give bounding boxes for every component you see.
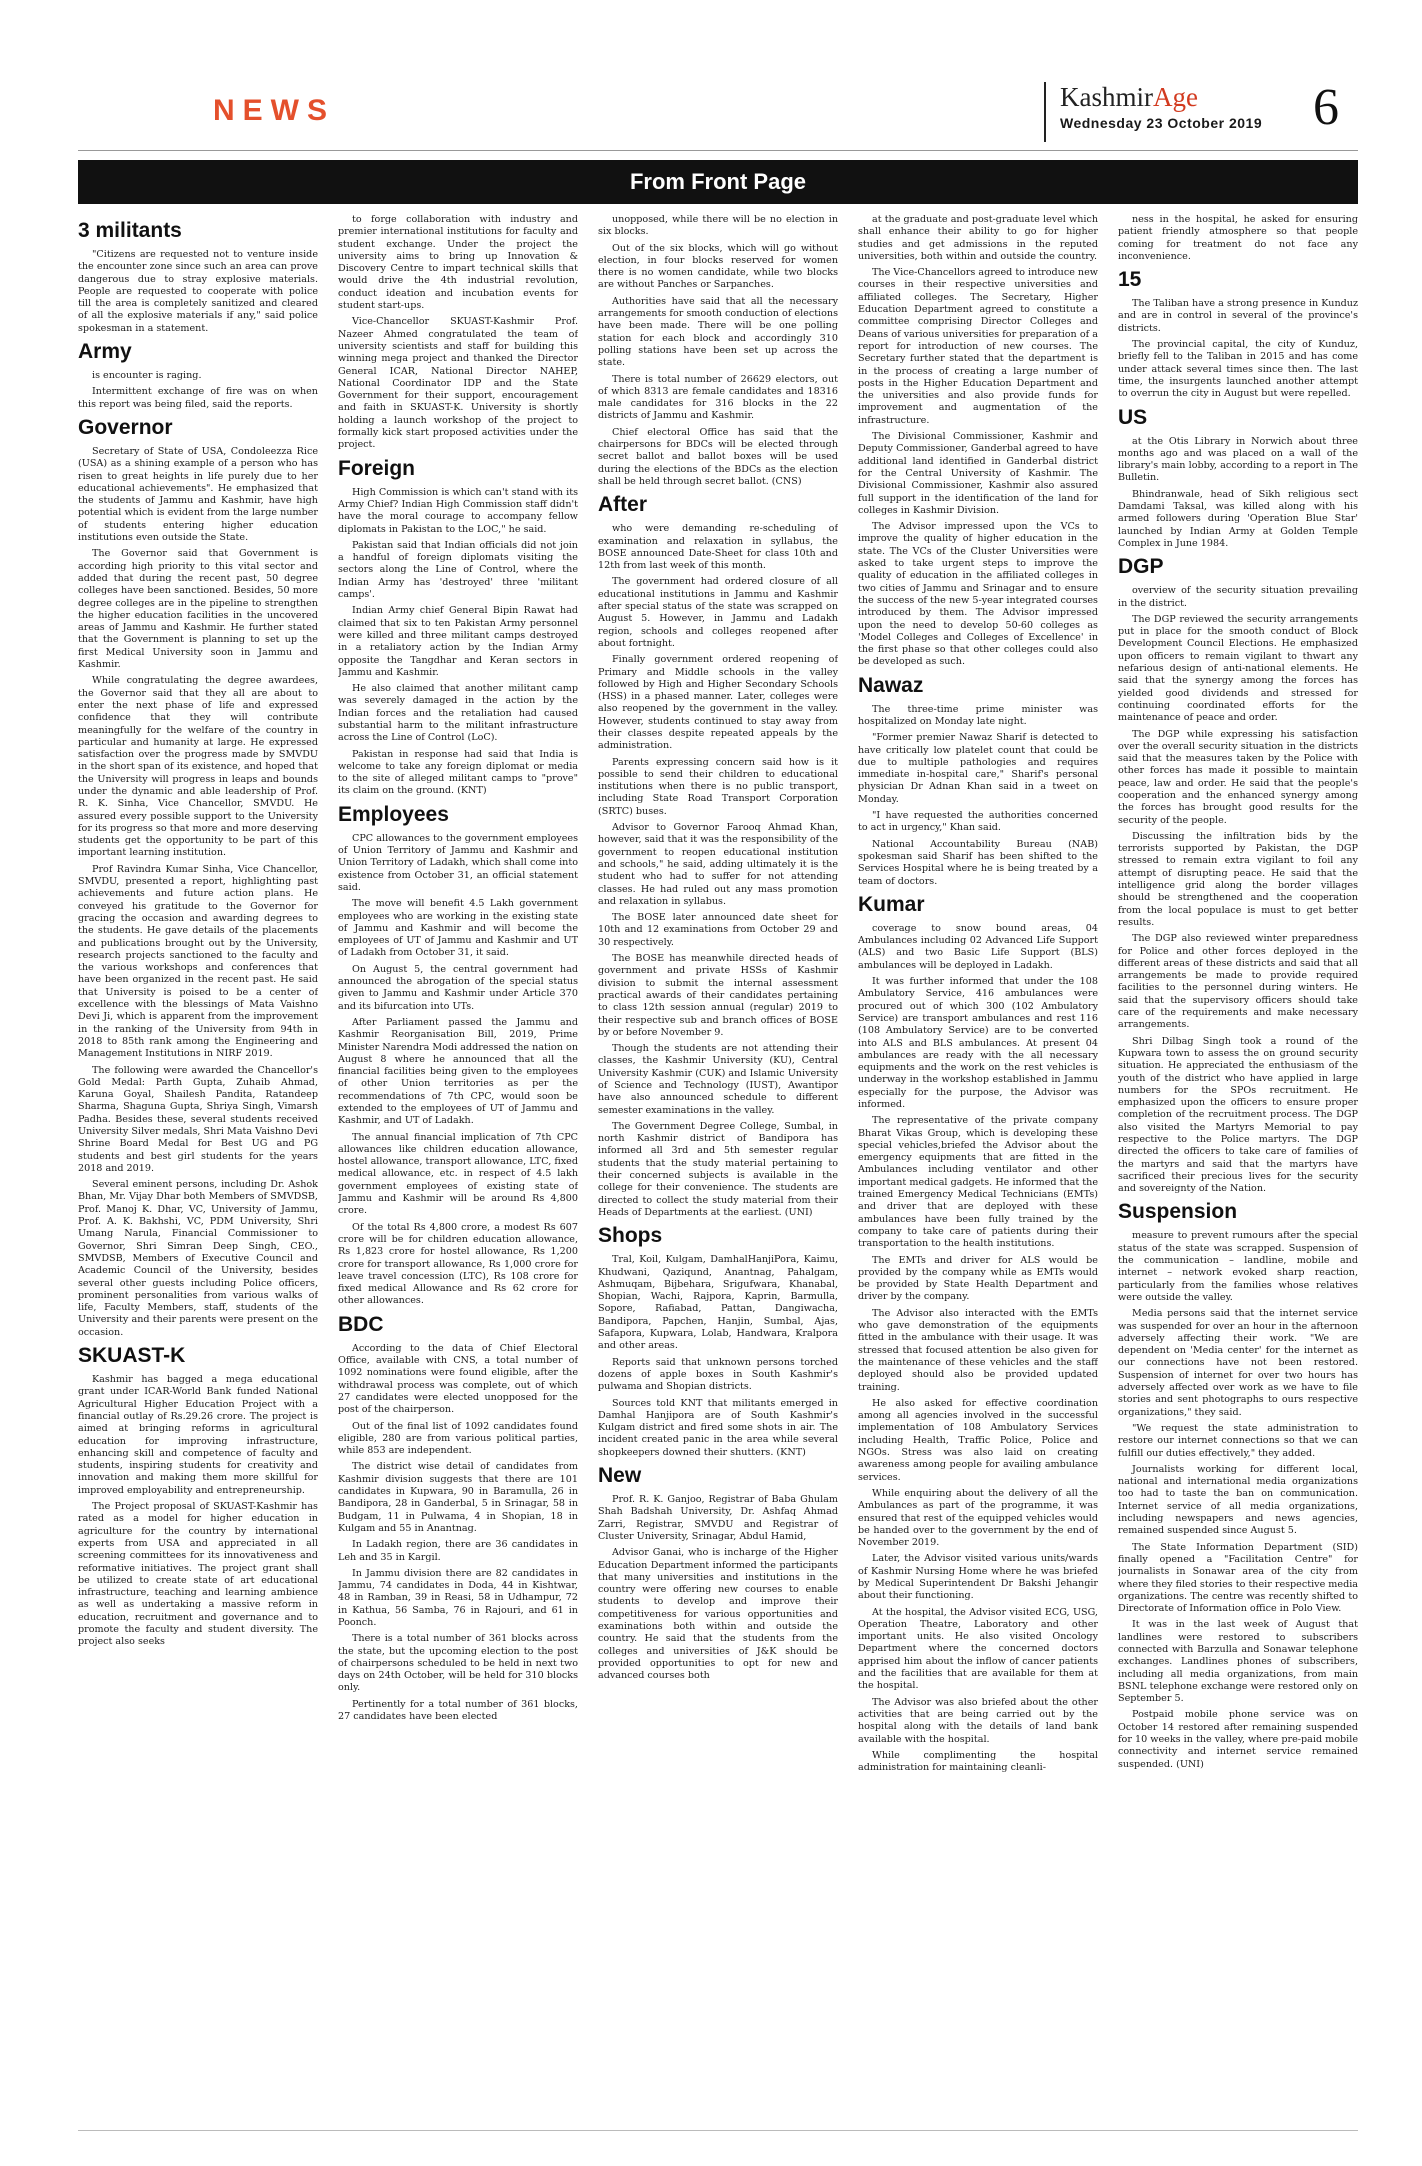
article-headline: Foreign xyxy=(338,456,415,480)
article-paragraph: The EMTs and driver for ALS would be provided by the company while as EMTs would be provided by State Health Department and driver by the company. xyxy=(858,1254,1098,1303)
article-paragraph: The following were awarded the Chancellor's Gold Medal: Parth Gupta, Zuhaib Ahmad, Karuna Goyal, Shailesh Pandita, Ratandeep Sharma, Shaguna Gupta, Shriya Singh, Vimarsh Padha. Besides these, several students received University Silver medals, Shri Mata Vaishno Devi Shrine Board Medal for Best UG and PG students and best girl students for the years 2018 and 2019. xyxy=(78,1064,318,1174)
article-paragraph: Indian Army chief General Bipin Rawat had claimed that six to ten Pakistan Army personnel were killed and three militant camps destroyed in a retaliatory action by the Indian Army opposite the Tangdhar and Keran sectors in Jammu and Kashmir. xyxy=(338,605,578,678)
article-paragraph: to forge collaboration with industry and premier international institutions for faculty and student exchange. Under the project the university aims to bring up Innovation & Discovery Centre to impart technical skills that would drive the 4th industrial revolution, conduct ideation and incubation events for student start-ups. xyxy=(338,214,578,312)
article-paragraph: ness in the hospital, he asked for ensuring patient friendly atmosphere so that people coming for treatment do not face any inconvenience. xyxy=(1118,214,1358,262)
article-paragraph: The Vice-Chancellors agreed to introduce new courses in their respective universities and affiliated colleges. The Secretary, Higher Education Department agreed to constitute a committee comprising Director Colleges and Deans of various universities for preparation of a report for introduction of new courses. The Secretary further stated that the department is in the process of creating a large number of posts in the Higher Education Department and the universities and also provide funds for improvement and augmentation of the infrastructure. xyxy=(858,267,1098,426)
article-paragraph: The Project proposal of SKUAST-Kashmir has rated as a model for higher education in agriculture for the country by international experts from USA and appreciated in all screening committees for its innovativeness and reformative initiatives. The project grant shall be utilized to create state of art educational infrastructure, teaching and learning ambience as well as undertaking a massive reform in education, recruitment and governance and to promote the faculty and student diversity. The project also seeks xyxy=(78,1501,318,1648)
article-paragraph: Finally government ordered reopening of Primary and Middle schools in the valley followed by High and Higher Secondary Schools (HSS) in a phased manner. Later, colleges were also reopened by the government in the valley. However, students continued to stay away from their classes despite repeated appeals by the administration. xyxy=(598,654,838,752)
brand-logo xyxy=(1060,82,1260,113)
article-paragraph: Later, the Advisor visited various units/wards of Kashmir Nursing Home where he was briefed by Medical Superintendent Dr Bakshi Jehangir about their functioning. xyxy=(858,1553,1098,1602)
article-paragraph: Media persons said that the internet service was suspended for over an hour in the afternoon adversely affecting their work. "We are dependent on 'Media center' for the internet as our connections have not been restored. Suspension of internet for over two hours has adversely affected over work as we have to file stories and sent photographs to ours respective organizations," they said. xyxy=(1118,1308,1358,1418)
article-paragraph: There is total number of 26629 electors, out of which 8313 are female candidates and 18316 male candidates for 316 blocks in the 22 districts of Jammu and Kashmir. xyxy=(598,373,838,422)
article-paragraph: The State Information Department (SID) finally opened a "Facilitation Centre" for journalists in Sonawar area of the city from where they filed stories to their respective media organizations. The centre was recently shifted to Directorate of Information office in Polo View. xyxy=(1118,1541,1358,1615)
article-paragraph: Pakistan in response had said that India is welcome to take any foreign diplomat or media to the site of alleged militant camps to "prove" its claim on the ground. (KNT) xyxy=(338,748,578,797)
article-paragraph: While enquiring about the delivery of all the Ambulances as part of the programme, it was ensured that rest of the equipped vehicles would be handed over to the government by the end of November 2019. xyxy=(858,1487,1098,1549)
article-paragraph: "We request the state administration to restore our internet connections so that we can fulfill our duties effectively," they added. xyxy=(1118,1422,1358,1459)
article-paragraph: Chief electoral Office has said that the chairpersons for BDCs will be elected through secret ballot and ballot boxes will be used during the elections of the BDCs as the election shall be held through secret ballot. (CNS) xyxy=(598,426,838,487)
article-headline: US xyxy=(1118,405,1148,429)
article-headline: BDC xyxy=(338,1312,384,1336)
article-paragraph: The Advisor was also briefed about the other activities that are being carried out by the hospital along with the details of land bank available with the hospital. xyxy=(858,1696,1098,1745)
article-columns xyxy=(78,214,1358,2124)
article-paragraph: "Former premier Nawaz Sharif is detected to have critically low platelet count that could be due to multiple pathologies and requires immediate in-hospital care," Sharif's personal physician Dr Adnan Khan said in a tweet on Monday. xyxy=(858,732,1098,805)
article-paragraph: Pertinently for a total number of 361 blocks, 27 candidates have been elected xyxy=(338,1698,578,1723)
article-paragraph: Postpaid mobile phone service was on October 14 restored after remaining suspended for 10 weeks in the valley, where pre-paid mobile connectivity and internet service remained suspended. (UNI) xyxy=(1118,1709,1358,1770)
article-paragraph: The district wise detail of candidates from Kashmir division suggests that there are 101 candidates in Kupwara, 90 in Baramulla, 26 in Bandipora, 28 in Ganderbal, 5 in Srinagar, 58 in Budgam, 11 in Pulwama, 4 in Shopian, 18 in Kulgam and 55 in Anantnag. xyxy=(338,1461,578,1534)
footer-rule xyxy=(78,2130,1358,2131)
article-paragraph: CPC allowances to the government employees of Union Territory of Jammu and Kashmir and Union Territory of Ladakh, which shall come into existence from October 31, an official statement said. xyxy=(338,832,578,893)
article-paragraph: at the graduate and post-graduate level which shall enhance their ability to go for higher studies and get admissions in the reputed universities, both within and outside the country. xyxy=(858,214,1098,262)
article-paragraph: There is a total number of 361 blocks across the state, but the upcoming election to the post of chairpersons scheduled to be held in next two days on 24th October, will be held for 310 blocks only. xyxy=(338,1633,578,1694)
article-paragraph: He also claimed that another militant camp was severely damaged in the action by the Indian forces and the retaliation had caused substantial harm to the militant infrastructure across the Line of Control (LoC). xyxy=(338,683,578,744)
article-paragraph: "I have requested the authorities concerned to act in urgency," Khan said. xyxy=(858,810,1098,834)
news-column xyxy=(78,214,318,2124)
article-paragraph: The BOSE has meanwhile directed heads of government and private HSSs of Kashmir division to submit the internal assessment practical awards of their candidates pertaining to class 12th session annual (regular) 2019 to their respective sub and branch offices of BOSE by or before November 9. xyxy=(598,953,838,1038)
article-paragraph: Vice-Chancellor SKUAST-Kashmir Prof. Nazeer Ahmed congratulated the team of university scientists and staff for building this winning mega project and thanked the Director General ICAR, National Director NAHEP, National Coordinator IDP and the State Government for their support, encouragement and faith in SKUAST-K. University is shortly holding a launch workshop of the project to formally kick start proposed activities under the project. xyxy=(338,316,578,451)
article-paragraph: at the Otis Library in Norwich about three months ago and was placed on a wall of the library's main lobby, according to a report in The Bulletin. xyxy=(1118,435,1358,484)
article-headline: 15 xyxy=(1118,268,1142,292)
article-paragraph: The Divisional Commissioner, Kashmir and Deputy Commissioner, Ganderbal agreed to have additional land identified in Ganderbal district for the Central University of Kashmir. The Divisional Commissioner, Kashmir also assured full support in the identification of the land for colleges in Kashmir Division. xyxy=(858,431,1098,516)
article-headline: New xyxy=(598,1464,642,1488)
article-paragraph: Out of the final list of 1092 candidates found eligible, 280 are from various political parties, while 853 are independent. xyxy=(338,1420,578,1457)
article-paragraph: Journalists working for different local, national and international media organizations too had to taste the ban on communication. Internet service of all media organizations, including newspapers and news agencies, remained suspended since August 5. xyxy=(1118,1463,1358,1537)
article-paragraph: Tral, Koil, Kulgam, DamhalHanjiPora, Kaimu, Khudwani, Qaziqund, Anantnag, Pahalgam, Ashmuqam, Bijbehara, Srigufwara, Khanabal, Shopian, Wachi, Rajpora, Kaprin, Barmulla, Sopore, Rafiabad, Pattan, Dangiwacha, Bandipora, Papchen, Hanjin, Sumbal, Ajas, Safapora, Kupwara, Lolab, Handwara, Kralpora and other areas. xyxy=(598,1254,838,1352)
article-paragraph: The representative of the private company Bharat Vikas Group, which is developing these special vehicles,briefed the Advisor about the emergency equipments that are fitted in the Ambulances including ventilator and other important medical gadgets. He informed that the trained Emergency Medical Technicians (EMTs) and driver that are deployed with these ambulances have been fully trained by the company to take care of patients during their transportation to the health institutions. xyxy=(858,1115,1098,1250)
article-paragraph: Parents expressing concern said how is it possible to send their children to educational institutions when there is no public transport, including State Road Transport Corporation (SRTC) buses. xyxy=(598,756,838,817)
article-paragraph: The move will benefit 4.5 Lakh government employees who are working in the existing state of Jammu and Kashmir and will become the employees of UT of Jammu and Kashmir and UT of Ladakh from October 31, it said. xyxy=(338,898,578,959)
article-headline: Employees xyxy=(338,802,449,826)
article-paragraph: According to the data of Chief Electoral Office, available with CNS, a total number of 1092 nominations were found eligible, after the withdrawal process was complete, out of which 27 candidates were elected unopposed for the post of the chairperson. xyxy=(338,1342,578,1416)
brand-block xyxy=(1044,82,1263,142)
article-paragraph: The annual financial implication of 7th CPC allowances like children education allowance, hostel allowance, transport allowance, LTC, fixed medical allowance, etc. in respect of 4.5 lakh government employees of existing state of Jammu and Kashmir will be around Rs 4,800 crore. xyxy=(338,1131,578,1217)
brand-main: Kashmir xyxy=(1060,82,1153,112)
page-number: 6 xyxy=(1313,79,1339,136)
article-paragraph: Reports said that unknown persons torched dozens of apple boxes in South Kashmir's pulwama and Shopian districts. xyxy=(598,1356,838,1393)
article-paragraph: The DGP also reviewed winter preparedness for Police and other forces deployed in the different areas of these districts and said that all arrangements be made to provide required facilities to the personnel during winters. He said that the supervisory officers should take care of the requirements and make necessary arrangements. xyxy=(1118,933,1358,1031)
article-paragraph: He also asked for effective coordination among all agencies involved in the successful implementation of 108 Ambulatory Services including Health, Traffic Police, Police and NGOs. Stress was also laid on creating awareness among people for availing ambulance services. xyxy=(858,1397,1098,1483)
article-paragraph: Discussing the infiltration bids by the terrorists supported by Pakistan, the DGP stressed to remain extra vigilant to foil any attempt of disrupting peace. He said that the intelligence grid along the border villages should be strengthened and the cooperation from the local populace is must to get better results. xyxy=(1118,830,1358,928)
article-paragraph: The three-time prime minister was hospitalized on Monday late night. xyxy=(858,703,1098,727)
article-paragraph: High Commission is which can't stand with its Army Chief? Indian High Commission staff didn't have the moral courage to accompany fellow diplomats in Pakistan to the LOC," he said. xyxy=(338,486,578,535)
article-headline: SKUAST-K xyxy=(78,1344,186,1368)
article-paragraph: coverage to snow bound areas, 04 Ambulances including 02 Advanced Life Support (ALS) and two Basic Life Support (BLS) ambulances will be deployed in Ladakh. xyxy=(858,922,1098,971)
article-paragraph: While complimenting the hospital administration for maintaining cleanli- xyxy=(858,1749,1098,1774)
article-paragraph: The DGP while expressing his satisfaction over the overall security situation in the districts said that the measures taken by the Police with other forces has made it possible to maintain peace, law and order. He said that the people's cooperation and the enhanced synergy among the forces has brought good results for the security of the people. xyxy=(1118,728,1358,826)
article-paragraph: Though the students are not attending their classes, the Kashmir University (KU), Central University Kashmir (CUK) and Islamic University of Science and Technology (IUST), Awantipor have also announced schedule to different semester examinations in the valley. xyxy=(598,1043,838,1116)
article-paragraph: Advisor Ganai, who is incharge of the Higher Education Department informed the participants that many universities and institutions in the country were offering new courses to enable students to develop and improve their competitiveness for various opportunities and examinations both within and outside the country. He said that the students from the colleges and universities of J&K should be provided opportunities to opt for new and advanced courses both xyxy=(598,1547,838,1682)
article-headline: After xyxy=(598,493,648,517)
news-column xyxy=(598,214,838,2124)
article-paragraph: At the hospital, the Advisor visited ECG, USG, Operation Theatre, Laboratory and other important units. He also visited Oncology Department where the concerned doctors apprised him about the inflow of cancer patients and the facilities that are available for them at the hospital. xyxy=(858,1606,1098,1692)
article-paragraph: In Jammu division there are 82 candidates in Jammu, 74 candidates in Doda, 44 in Kishtwar, 48 in Ramban, 39 in Reasi, 58 in Udhampur, 72 in Kathua, 56 Samba, 76 in Rajouri, and 61 in Poonch. xyxy=(338,1567,578,1628)
article-headline: Suspension xyxy=(1118,1200,1238,1224)
masthead xyxy=(78,80,1358,150)
article-paragraph: Intermittent exchange of fire was on when this report was being filed, said the reports. xyxy=(78,386,318,410)
article-headline: 3 militants xyxy=(78,219,182,242)
section-label: NEWS xyxy=(213,94,335,127)
article-paragraph: Secretary of State of USA, Condoleezza Rice (USA) as a shining example of a person who has risen to great heights in life purely due to her educational achievements". He emphasized that the students of Jammu and Kashmir, have high potential which is evident from the large number of students entering higher education institutions even outside the State. xyxy=(78,445,318,544)
article-headline: Shops xyxy=(598,1224,663,1248)
article-headline: DGP xyxy=(1118,555,1164,579)
article-paragraph: In Ladakh region, there are 36 candidates in Leh and 35 in Kargil. xyxy=(338,1539,578,1563)
article-paragraph: It was in the last week of August that landlines were restored to subscribers connected with Barzulla and Sonawar telephone exchanges. Landlines phones of subscribers, including all media organizations, from main BSNL telephone exchange were restored only on September 5. xyxy=(1118,1619,1358,1705)
article-paragraph: Prof. R. K. Ganjoo, Registrar of Baba Ghulam Shah Badshah University, Dr. Ashfaq Ahmad Zarri, Registrar, SMVDU and Registrar of Cluster University, Srinagar, Abdul Hamid, xyxy=(598,1494,838,1542)
article-paragraph: The Taliban have a strong presence in Kunduz and are in control in several of the province's districts. xyxy=(1118,298,1358,334)
news-column xyxy=(1118,214,1358,2124)
article-paragraph: Pakistan said that Indian officials did not join a handful of foreign diplomats visiting the sectors along the Line of Control, where the Indian Army has 'destroyed' three 'militant camps'. xyxy=(338,539,578,601)
article-paragraph: The Advisor impressed upon the VCs to improve the quality of higher education in the state. The VCs of the Cluster Universities were asked to take urgent steps to improve the quality of education in the affiliated colleges in two cities of Jammu and Srinagar and to ensure the success of the new 5-year integrated courses introduced by them. The Advisor impressed upon the need to develop 50-60 colleges as 'Model Colleges and Colleges of Excellence' in the first phase so that other colleges could also be developed as such. xyxy=(858,521,1098,668)
article-paragraph: On August 5, the central government had announced the abrogation of the special status given to Jammu and Kashmir under Article 370 and its bifurcation into UTs. xyxy=(338,963,578,1012)
news-column xyxy=(338,214,578,2124)
article-paragraph: The Advisor also interacted with the EMTs who gave demonstration of the equipments fitted in the ambulance with their usage. It was stressed that focused attention be also given for the maintenance of these vehicles and the staff deployed should also be provided updated training. xyxy=(858,1307,1098,1393)
article-paragraph: Advisor to Governor Farooq Ahmad Khan, however, said that it was the responsibility of the government to reopen educational institution and schools," he said, adding ultimately it is the student who had to suffer for not attending classes. He had ruled out any mass promotion and relaxation in syllabus. xyxy=(598,822,838,907)
article-paragraph: Kashmir has bagged a mega educational grant under ICAR-World Bank funded National Agricultural Higher Education Project with a financial outlay of Rs.29.26 crore. The project is aimed at bringing reforms in agricultural education for improving infrastructure, enhancing skill and competence of faculty and students, inspiring students for creativity and innovation and making them more skillful for improved employability and entrepreneurship. xyxy=(78,1374,318,1496)
issue-date: Wednesday 23 October 2019 xyxy=(1060,115,1263,131)
article-headline: Kumar xyxy=(858,892,925,916)
article-paragraph: Prof Ravindra Kumar Sinha, Vice Chancellor, SMVDU, presented a report, highlighting past achievements and future action plans. He conveyed his gratitude to the Governor for gracing the occasion and awarding degrees to the students. He gave details of the placements and publications brought out by the University, research projects sanctioned to the faculty and the various workshops and conferences that have been organized in the recent past. He said that University is poised to be a center of excellence with the blessings of Mata Vaishno Devi Ji, which is apparent from the improvement in the ranking of the University from 94th in 2018 to 85th rank among the Engineering and Management Institutions in NIRF 2019. xyxy=(78,863,318,1060)
article-paragraph: Shri Dilbag Singh took a round of the Kupwara town to assess the on ground security situation. He appreciated the enthusiasm of the youth of the district who have applied in large numbers for the SPOs recruitment. He emphasized upon the officers to ensure proper completion of the recruitment process. The DGP also visited the Martyrs Memorial to pay respective to the Police martyrs. The DGP directed the officers to take care of families of the martyrs and said that the martyrs have sacrificed their precious lives for the security and sovereignty of the Nation. xyxy=(1118,1035,1358,1195)
article-paragraph: It was further informed that under the 108 Ambulatory Service, 416 ambulances were procured out of which 300 (102 Ambulatory Service) are transport ambulances and rest 116 (108 Ambulatory Service) are to be converted into ALS and BLS ambulances. At present 04 ambulances are ready with the all necessary equipments and the work on the rest vehicles is underway in the workshop established in Jammu especially for the purpose, the Advisor was informed. xyxy=(858,976,1098,1110)
article-paragraph: The BOSE later announced date sheet for 10th and 12 examinations from October 29 and 30 respectively. xyxy=(598,912,838,948)
article-paragraph: National Accountability Bureau (NAB) spokesman said Sharif has been shifted to the Services Hospital where he is being treated by a team of doctors. xyxy=(858,838,1098,887)
header-rule xyxy=(78,150,1358,151)
article-paragraph: Of the total Rs 4,800 crore, a modest Rs 607 crore will be for children education allowance, Rs 1,823 crore for hostel allowance, Rs 1,200 crore for transport allowance, Rs 1,000 crore for leave travel concession (LTC), Rs 108 crore for fixed medical Allowance and Rs 62 crore for other allowances. xyxy=(338,1221,578,1307)
article-paragraph: Several eminent persons, including Dr. Ashok Bhan, Mr. Vijay Dhar both Members of SMVDSB, Prof. Manoj K. Dhar, VC, University of Jammu, Prof. A. K. Bakhshi, VC, PDM University, Shri Umang Narula, Financial Commissioner to Governor, Shri Simran Deep Singh, CEO., SMVDSB, Members of Executive Council and Academic Council of the University, besides several other guests including Police officers, prominent personalities from various walks of life, Faculty Members, staff, students of the University and their parents were present on the occasion. xyxy=(78,1179,318,1338)
news-column xyxy=(858,214,1098,2124)
article-paragraph: The DGP reviewed the security arrangements put in place for the smooth conduct of Block Development Council Elections. He emphasized upon officers to remain vigilant to thwart any nefarious design of anti-national elements. He said that the synergy among the forces has yielded good dividends and stressed for continuing coordinated efforts for the maintenance of peace and order. xyxy=(1118,613,1358,724)
article-paragraph: is encounter is raging. xyxy=(92,370,202,382)
article-paragraph: Out of the six blocks, which will go without election, in four blocks reserved for women there is no women candidate, while two blocks are without Panches or Sarpanches. xyxy=(598,242,838,291)
article-paragraph: Sources told KNT that militants emerged in Damhal Hanjipora are of South Kashmir's Kulgam district and fired some shots in air. The incident created panic in the area while several shopkeepers downed their shutters. (KNT) xyxy=(598,1397,838,1458)
article-paragraph: who were demanding re-scheduling of examination and relaxation in syllabus, the BOSE announced Date-Sheet for class 10th and 12th from last week of this month. xyxy=(598,523,838,572)
article-paragraph: measure to prevent rumours after the special status of the state was scrapped. Suspension of the communication – landline, mobile and internet – network evoked sharp reaction, particularly from the families whose relatives were outside the valley. xyxy=(1118,1230,1358,1303)
article-headline: Governor xyxy=(78,415,173,439)
article-paragraph: Authorities have said that all the necessary arrangements for smooth conduction of elections have been made. There will be one polling station for each block and accordingly 310 polling stations have been set up across the state. xyxy=(598,295,838,369)
section-banner: From Front Page xyxy=(78,160,1358,204)
article-paragraph: While congratulating the degree awardees, the Governor said that they all are about to enter the next phase of life and expressed confidence that they will contribute meaningfully for the welfare of the country in particular and humanity at large. He expressed satisfaction over the progress made by SMVDU in the short span of its existence, and hoped that the University will progress in leaps and bounds under the dynamic and able leadership of Prof. R. K. Sinha, Vice Chancellor, SMVDU. He assured every possible support to the University for its progress so that more and more deserving students get the opportunity to be part of this important learning institution. xyxy=(78,675,318,859)
article-paragraph: After Parliament passed the Jammu and Kashmir Reorganisation Bill, 2019, Prime Minister Narendra Modi addressed the nation on August 8 where he announced that all the financial facilities being given to the employees of other Union territories as per the recommendations of 7th CPC, would soon be extended to the employees of UT of Jammu and Kashmir, and UT of Ladakh. xyxy=(338,1016,578,1127)
article-paragraph: The government had ordered closure of all educational institutions in Jammu and Kashmir after special status of the state was scrapped on August 5. However, in Jammu and Ladakh region, schools and colleges reopened after about fortnight. xyxy=(598,576,838,649)
article-paragraph: The Government Degree College, Sumbal, in north Kashmir district of Bandipora has informed all 3rd and 5th semester regular students that the study material pertaining to their concerned subjects is available in the college for their convenience. The students are directed to collect the study material from their Heads of Departments at the earliest. (UNI) xyxy=(598,1120,838,1218)
article-paragraph: "Citizens are requested not to venture inside the encounter zone since such an area can prove dangerous due to stray explosive materials. People are requested to cooperate with police till the area is completely sanitized and cleared of all the explosive materials if any," said police spokesman in a statement. xyxy=(78,249,318,334)
article-paragraph: unopposed, while there will be no election in six blocks. xyxy=(598,214,838,238)
article-headline: Nawaz xyxy=(858,673,924,697)
article-paragraph: The Governor said that Government is according high priority to this vital sector and added that during the recent past, 50 degree colleges have been sanctioned. Besides, 50 more degree colleges are in the pipeline to strengthen the higher education facilities in the uncovered areas of Jammu and Kashmir. He further stated that the Government is planning to set up the first Medical University soon in Jammu and Kashmir. xyxy=(78,548,318,671)
article-paragraph: overview of the security situation prevailing in the district. xyxy=(1118,585,1358,609)
article-paragraph: The provincial capital, the city of Kunduz, briefly fell to the Taliban in 2015 and has come under attack several times since then. The last time, the insurgents launched another attempt to overrun the city in August but were repelled. xyxy=(1118,339,1358,400)
brand-accent: Age xyxy=(1152,82,1198,112)
article-headline: Army xyxy=(78,340,132,364)
article-paragraph: Bhindranwale, head of Sikh religious sect Damdami Taksal, was killed along with his armed followers during 'Operation Blue Star' launched by Indian Army at Golden Temple Complex in June 1984. xyxy=(1118,488,1358,549)
